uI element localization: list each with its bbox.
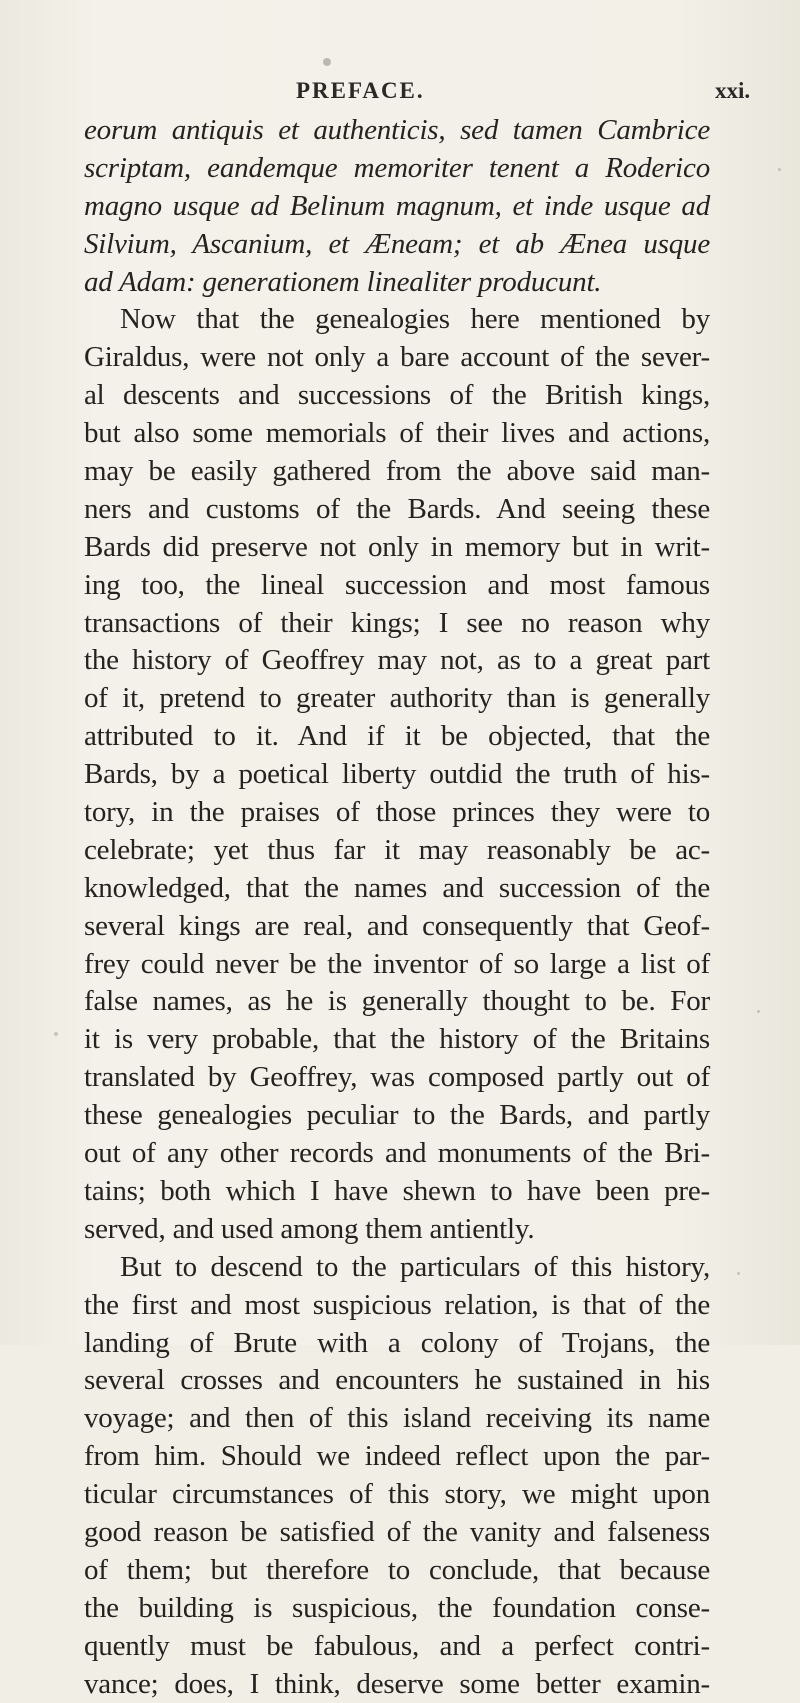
text-line: several kings are real, and consequently that Geof- (84, 909, 710, 942)
text-line: Now that the genealogies here mentioned by (120, 303, 710, 336)
text-line: eorum antiquis et authenticis, sed tamen Cambrice (84, 114, 710, 146)
body-text (84, 112, 710, 1703)
text-line: But to descend to the particulars of this history, (120, 1250, 710, 1283)
ink-speck (737, 1272, 740, 1275)
text-line: magno usque ad Belinum magnum, et inde usque ad (84, 189, 710, 222)
running-head: PREFACE. (296, 78, 425, 103)
text-line: of them; but therefore to conclude, that because (84, 1553, 710, 1586)
text-line: scriptam, eandemque memoriter tenent a Roderico (84, 151, 710, 184)
text-line: out of any other records and monuments of the Bri- (84, 1137, 710, 1170)
page-number: xxi. (715, 78, 751, 103)
text-line: from him. Should we indeed reflect upon the par- (84, 1440, 710, 1473)
text-line: good reason be satisfied of the vanity and falseness (84, 1515, 710, 1548)
text-line: ing too, the lineal succession and most famous (84, 568, 710, 601)
text-line: ticular circumstances of this story, we might upon (84, 1478, 710, 1511)
text-line: several crosses and encounters he sustained in his (84, 1364, 710, 1397)
text-line: landing of Brute with a colony of Trojans, the (84, 1326, 710, 1359)
ink-speck (54, 1032, 58, 1036)
text-line: Bards did preserve not only in memory but in writ- (84, 530, 710, 563)
text-line: voyage; and then of this island receiving its name (84, 1402, 710, 1435)
text-line: attributed to it. And if it be objected, that the (84, 720, 710, 753)
text-line: the first and most suspicious relation, is that of the (84, 1288, 710, 1321)
text-line: knowledged, that the names and succession of the (84, 871, 710, 904)
text-line: Silvium, Ascanium, et Æneam; et ab Ænea usque (84, 227, 710, 260)
text-line: may be easily gathered from the above said man- (84, 455, 710, 488)
text-line: quently must be fabulous, and a perfect contri- (84, 1629, 710, 1662)
text-line: these genealogies peculiar to the Bards, and partly (84, 1099, 710, 1132)
text-line: vance; does, I think, deserve some better examin- (84, 1667, 710, 1700)
text-line: false names, as he is generally thought to be. For (84, 985, 710, 1018)
text-line: it is very probable, that the history of the Britains (84, 1023, 710, 1056)
ink-speck (757, 1010, 760, 1013)
text-line: al descents and successions of the British kings, (84, 379, 710, 412)
text-line: the history of Geoffrey may not, as to a great part (84, 644, 710, 677)
ink-speck (778, 168, 781, 171)
text-line: frey could never be the inventor of so large a list of (84, 947, 710, 980)
text-line: served, and used among them antiently. (84, 1212, 535, 1245)
text-line: the building is suspicious, the foundation conse- (84, 1591, 710, 1624)
text-line: but also some memorials of their lives and actions, (84, 417, 710, 450)
text-line: ners and customs of the Bards. And seeing these (84, 492, 710, 525)
text-line: transactions of their kings; I see no reason why (84, 606, 710, 639)
text-line: of it, pretend to greater authority than is generally (84, 682, 710, 715)
text-line: Giraldus, were not only a bare account of the sever- (84, 341, 710, 374)
text-line: translated by Geoffrey, was composed partly out of (84, 1061, 710, 1094)
page-header (0, 78, 800, 108)
text-line: ad Adam: generationem linealiter producunt. (84, 265, 602, 298)
ink-ornament (323, 58, 331, 66)
text-line: celebrate; yet thus far it may reasonably be ac- (84, 833, 710, 866)
text-line: Bards, by a poetical liberty outdid the truth of his- (84, 758, 710, 791)
text-line: tains; both which I have shewn to have been pre- (84, 1174, 710, 1207)
text-line: tory, in the praises of those princes they were to (84, 796, 710, 829)
